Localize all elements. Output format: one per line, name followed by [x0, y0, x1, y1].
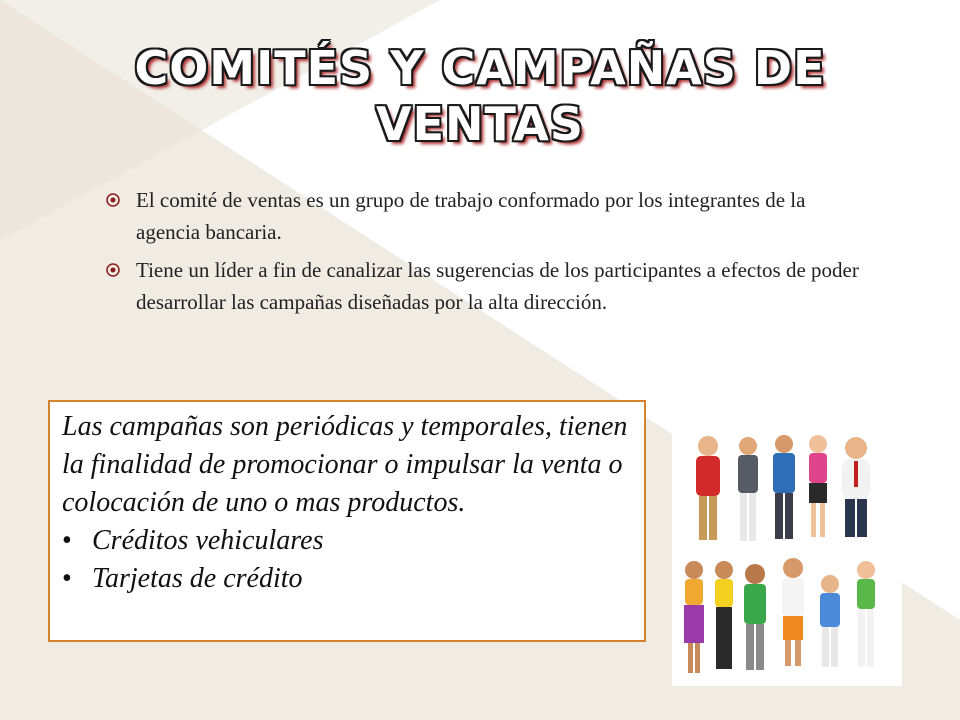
title-line-2: VENTAS: [375, 97, 585, 151]
title-line-1: COMITÉS Y CAMPAÑAS DE: [134, 41, 826, 95]
campaign-info-box: [48, 400, 646, 642]
slide-title: [60, 40, 900, 152]
circle-bullet-icon: [106, 263, 120, 277]
box-list-item: [62, 560, 632, 598]
bullet-text: Tiene un líder a fin de canalizar las sugerencias de los participantes a efectos de poder desarrollar las campañas diseñadas por la alta dirección.: [136, 258, 859, 314]
bullet-item: [106, 254, 866, 318]
bullet-dot-icon: •: [62, 525, 72, 556]
bullet-item: [106, 184, 866, 248]
group-of-people-illustration: [672, 426, 902, 686]
bullet-dot-icon: •: [62, 563, 72, 594]
box-list-item: [62, 522, 632, 560]
bullet-text: El comité de ventas es un grupo de trabajo conformado por los integrantes de la agencia bancaria.: [136, 188, 806, 244]
box-list-text: Tarjetas de crédito: [92, 563, 303, 594]
circle-bullet-icon: [106, 193, 120, 207]
bullet-list: [106, 184, 866, 324]
box-paragraph: Las campañas son periódicas y temporales, tienen la finalidad de promocionar o impulsar la venta o colocación de uno o mas productos.: [62, 411, 628, 518]
box-list: [62, 522, 632, 598]
box-list-text: Créditos vehiculares: [92, 525, 324, 556]
